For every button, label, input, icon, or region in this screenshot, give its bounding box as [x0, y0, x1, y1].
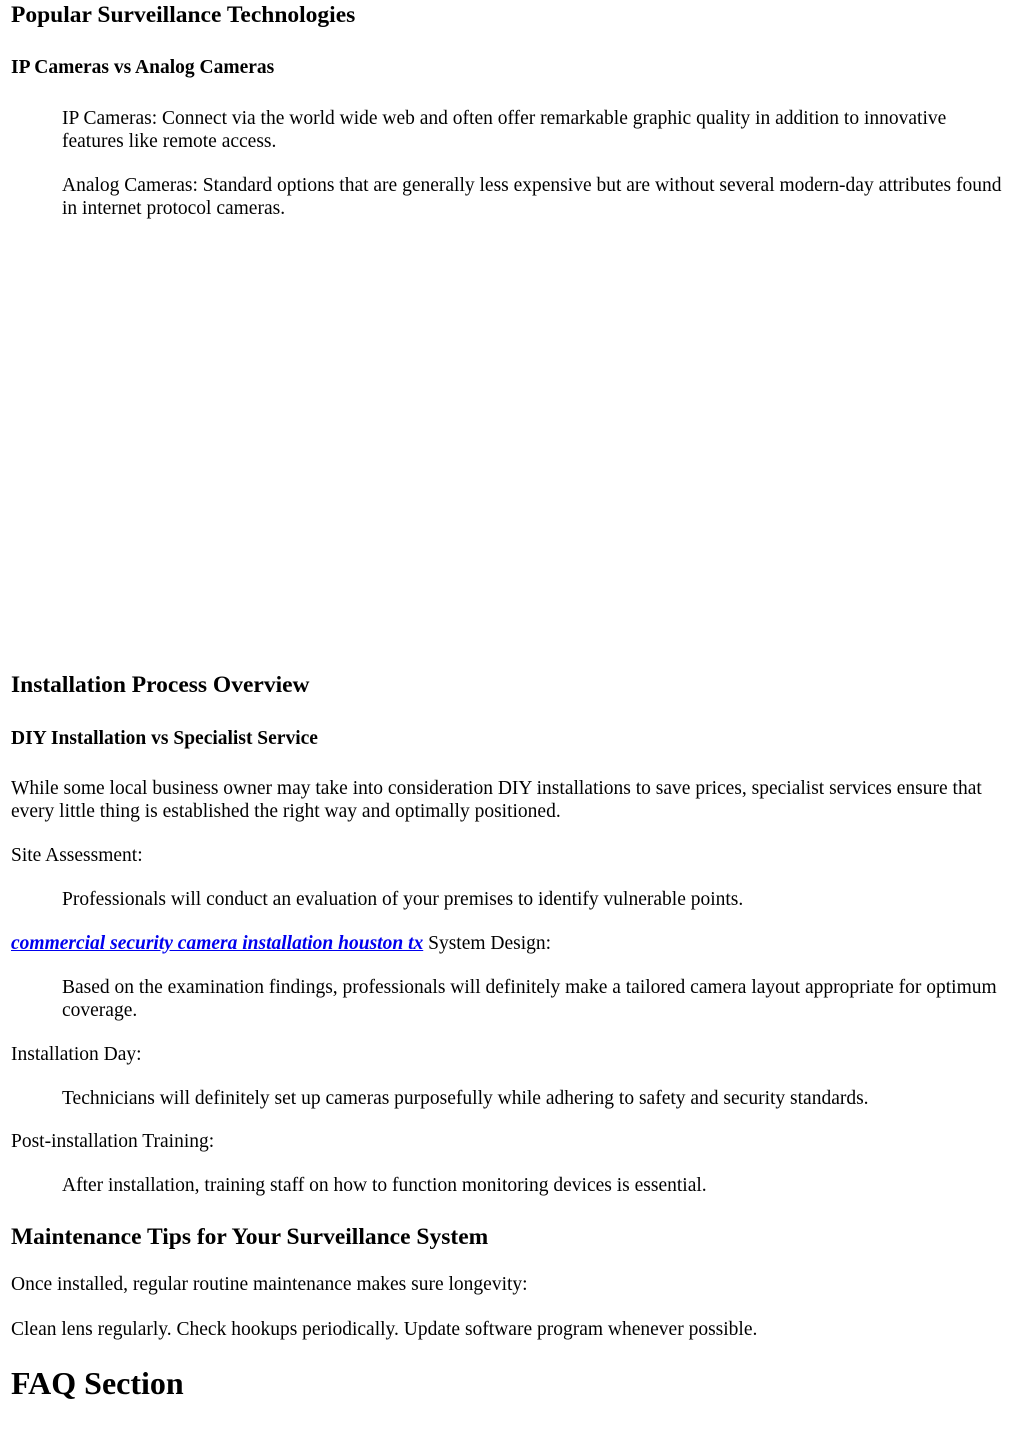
site-assessment-text: Professionals will conduct an evaluation of your premises to identify vulnerable points.	[62, 889, 744, 910]
site-assessment-label: Site Assessment:	[11, 845, 143, 866]
system-design-label: System Design:	[423, 933, 552, 954]
system-design-line	[11, 932, 1011, 955]
post-installation-training-label: Post-installation Training:	[11, 1131, 215, 1152]
subsection-title-ip-vs-analog: IP Cameras vs Analog Cameras	[11, 57, 275, 78]
installation-day-label: Installation Day:	[11, 1044, 142, 1065]
section-title-faq: FAQ Section	[11, 1365, 184, 1401]
subsection-title-diy-vs-specialist: DIY Installation vs Specialist Service	[11, 728, 318, 749]
section-title-installation-process: Installation Process Overview	[11, 672, 310, 698]
section-title-popular-technologies: Popular Surveillance Technologies	[11, 2, 356, 28]
commercial-security-camera-link[interactable]: commercial security camera installation houston tx	[11, 933, 424, 954]
installation-intro-paragraph: While some local business owner may take into consideration DIY installations to save prices, specialist services ensure that every little thing is established the right way and optimally positioned.	[11, 778, 982, 822]
post-installation-training-text: After installation, training staff on how to function monitoring devices is essential.	[62, 1175, 707, 1196]
section-title-maintenance-tips: Maintenance Tips for Your Surveillance System	[11, 1224, 489, 1250]
installation-day-text: Technicians will definitely set up cameras purposefully while adhering to safety and security standards.	[62, 1088, 869, 1109]
maintenance-tips-paragraph: Clean lens regularly. Check hookups periodically. Update software program whenever possible.	[11, 1319, 758, 1340]
maintenance-intro-paragraph: Once installed, regular routine maintenance makes sure longevity:	[11, 1274, 528, 1295]
system-design-text: Based on the examination findings, professionals will definitely make a tailored camera layout appropriate for optimum coverage.	[62, 977, 997, 1021]
analog-cameras-paragraph: Analog Cameras: Standard options that are generally less expensive but are without several modern-day attributes found in internet protocol cameras.	[62, 175, 1002, 219]
ip-cameras-paragraph: IP Cameras: Connect via the world wide web and often offer remarkable graphic quality in addition to innovative features like remote access.	[62, 108, 947, 152]
